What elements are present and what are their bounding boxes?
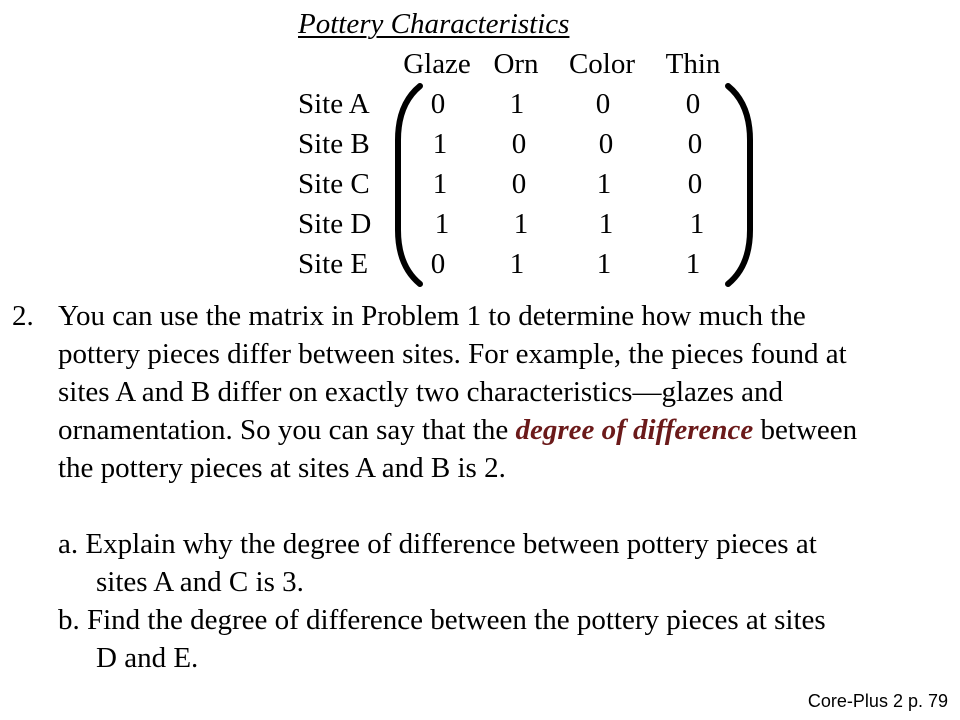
problem-line (58, 411, 857, 449)
column-header-glaze: Glaze (403, 48, 471, 80)
matrix-cell: 1 (509, 88, 525, 120)
matrix-cell: 1 (513, 208, 529, 240)
matrix-cell: 0 (511, 128, 527, 160)
problem-line: You can use the matrix in Problem 1 to determine how much the (58, 300, 806, 332)
emphasis-degree-of-difference: degree of difference (515, 414, 754, 446)
source-citation: Core-Plus 2 p. 79 (807, 691, 948, 711)
row-label-site-e: Site E (298, 248, 369, 280)
matrix-cell: 1 (596, 248, 612, 280)
matrix-cell: 1 (598, 208, 614, 240)
problem-line-tail: between (753, 414, 858, 446)
matrix-cell: 1 (509, 248, 525, 280)
problem-number: 2. (12, 300, 34, 332)
matrix-cell: 1 (689, 208, 705, 240)
problem-line-text: ornamentation. So you can say that the (58, 414, 516, 446)
column-header-orn: Orn (493, 48, 539, 80)
matrix-cell: 0 (595, 88, 611, 120)
row-label-site-d: Site D (298, 208, 372, 240)
matrix-cell: 1 (685, 248, 701, 280)
matrix-cell: 0 (687, 128, 703, 160)
matrix-cell: 0 (685, 88, 701, 120)
matrix-cell: 1 (434, 208, 450, 240)
row-label-site-a: Site A (298, 88, 370, 120)
matrix-cell: 0 (430, 248, 446, 280)
matrix-cell: 0 (687, 168, 703, 200)
matrix-cell: 0 (598, 128, 614, 160)
row-label-site-b: Site B (298, 128, 370, 160)
matrix-title: Pottery Characteristics (298, 8, 570, 40)
matrix-cell: 1 (432, 128, 448, 160)
matrix-cell: 0 (430, 88, 446, 120)
column-header-thin: Thin (665, 48, 721, 80)
problem-line: the pottery pieces at sites A and B is 2. (58, 452, 506, 484)
matrix-cell: 1 (596, 168, 612, 200)
left-matrix-bracket (390, 80, 430, 290)
part-b-line: D and E. (96, 642, 199, 674)
column-header-color: Color (568, 48, 636, 80)
problem-line: pottery pieces differ between sites. For example, the pieces found at (58, 338, 847, 370)
part-b-line: b. Find the degree of difference between the pottery pieces at sites (58, 604, 826, 636)
matrix-cell: 0 (511, 168, 527, 200)
row-label-site-c: Site C (298, 168, 370, 200)
part-a-line: sites A and C is 3. (96, 566, 304, 598)
right-matrix-bracket (718, 80, 758, 290)
part-a-line: a. Explain why the degree of difference between pottery pieces at (58, 528, 817, 560)
problem-line: sites A and B differ on exactly two characteristics—glazes and (58, 376, 784, 408)
matrix-cell: 1 (432, 168, 448, 200)
